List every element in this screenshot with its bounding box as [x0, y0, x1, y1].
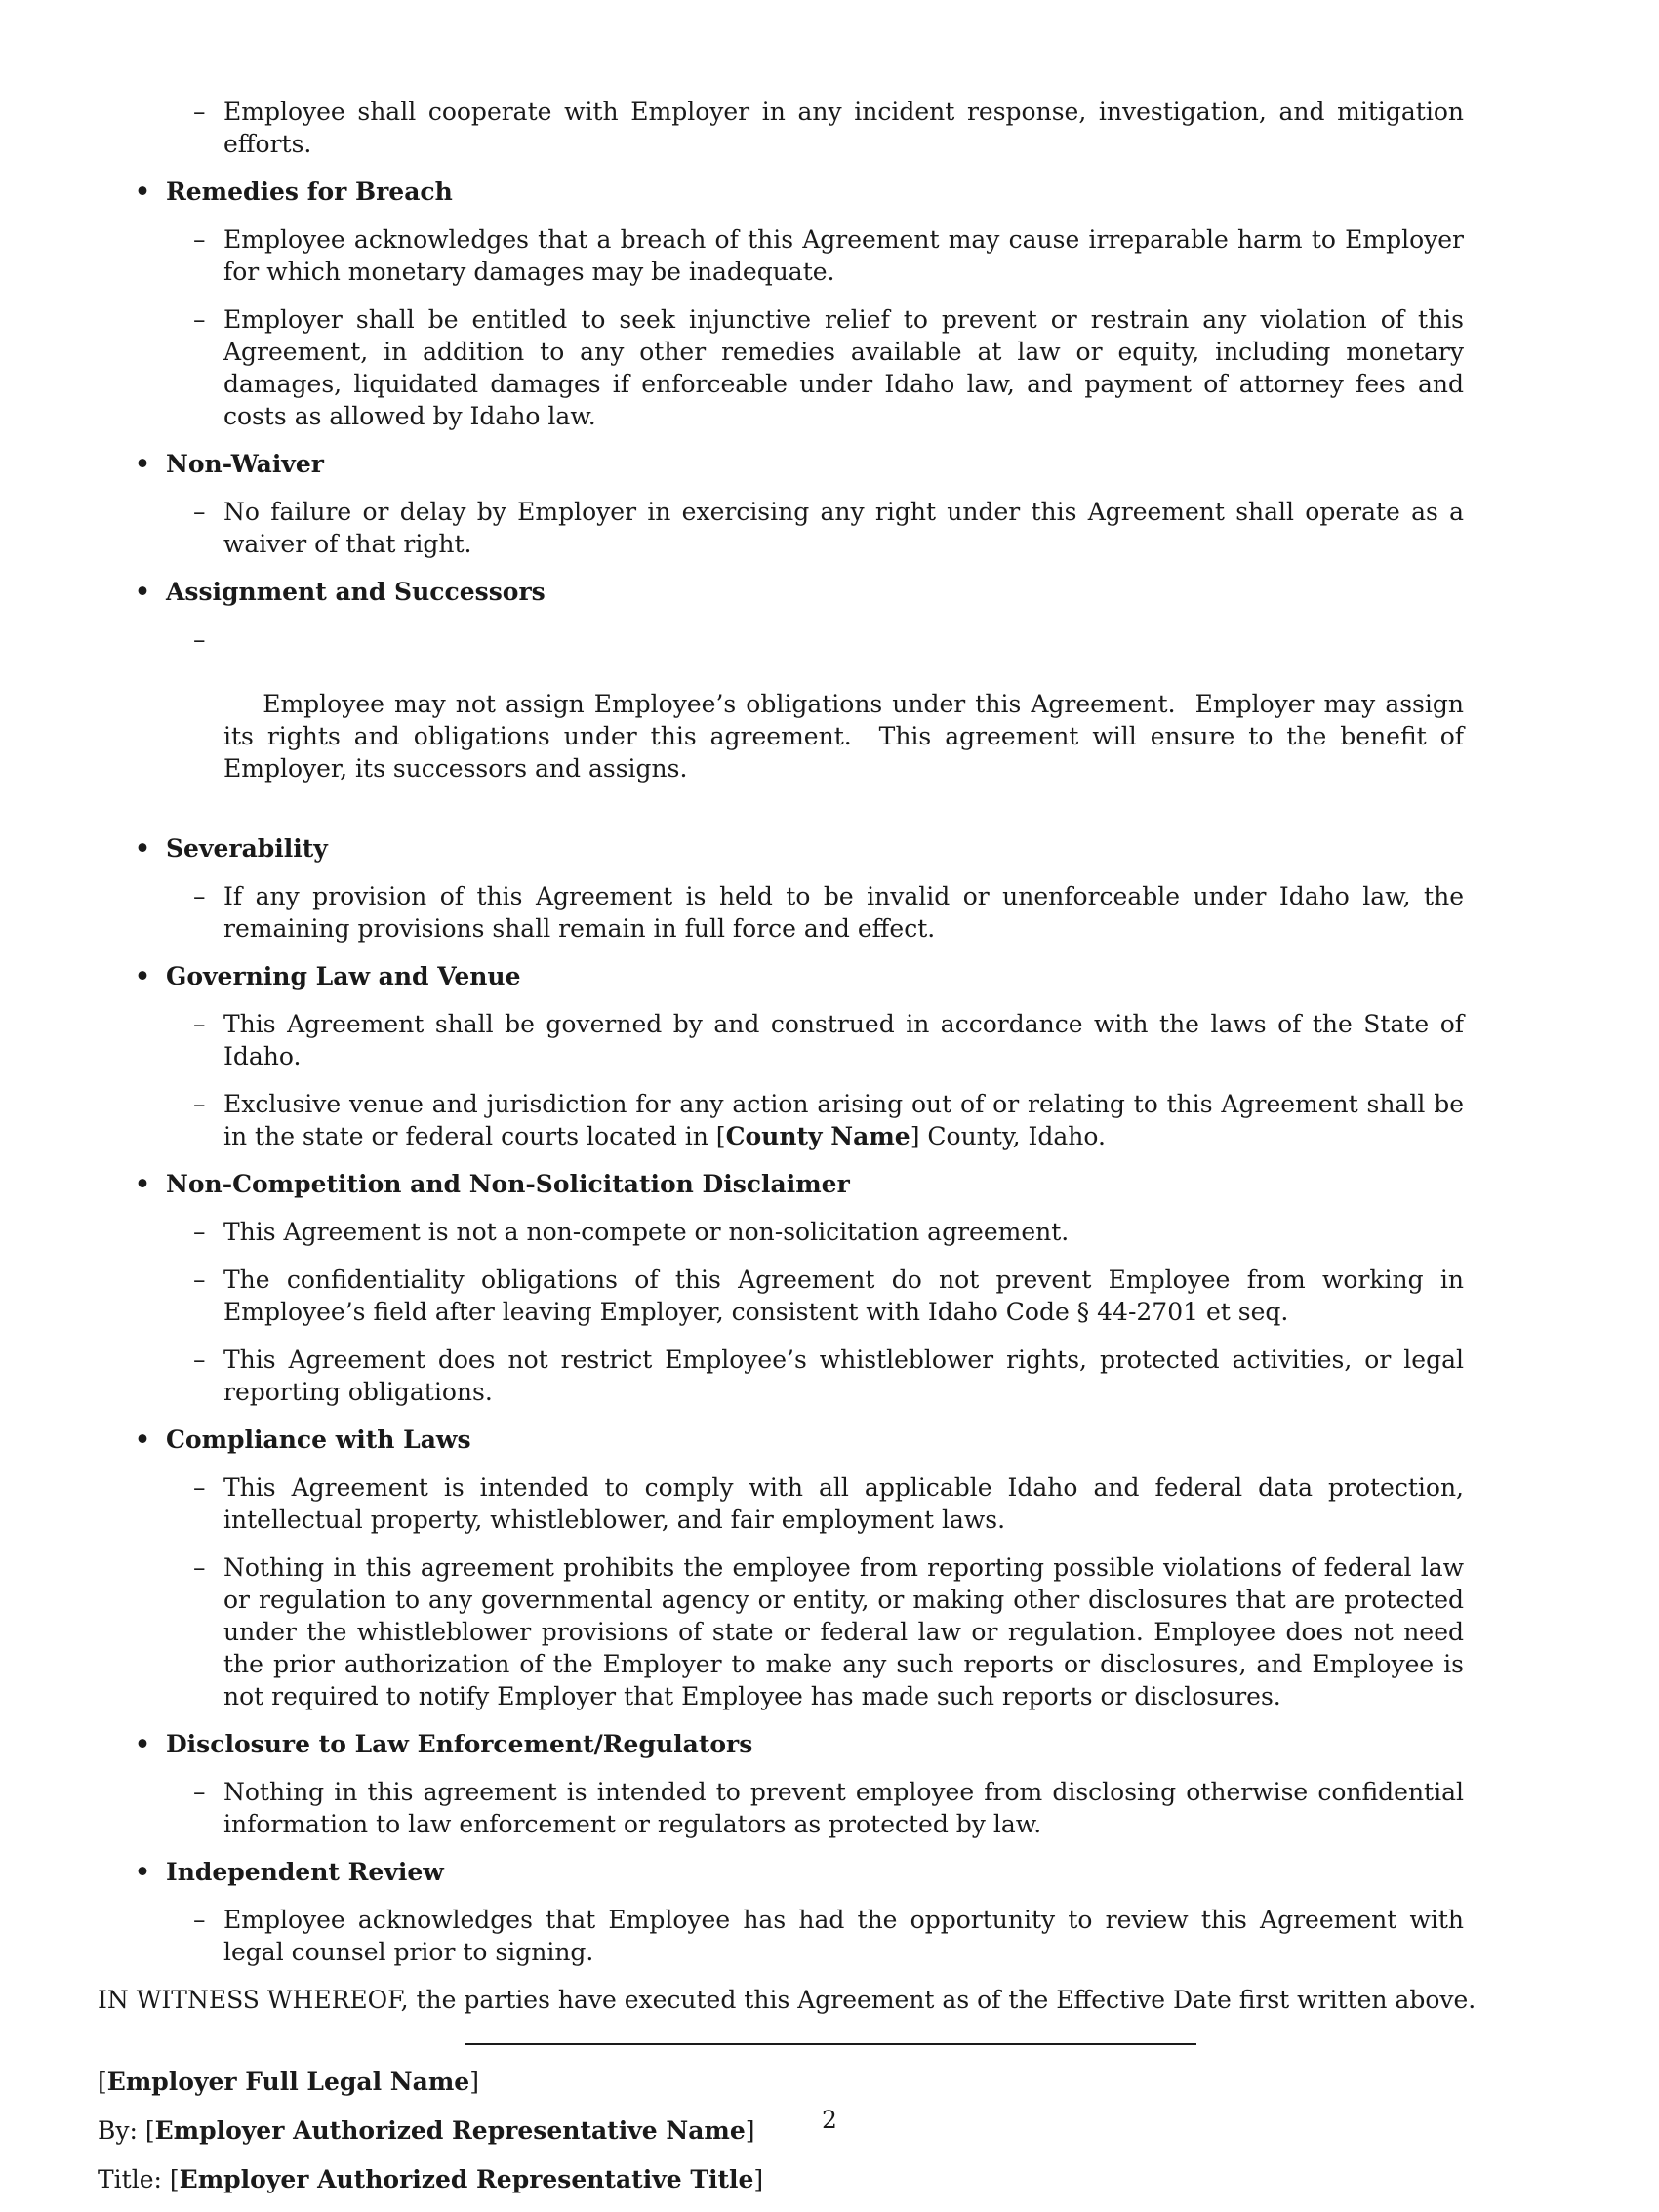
employer-name-row: [Employer Full Legal Name] — [98, 2068, 479, 2096]
document-page — [98, 96, 1561, 2212]
bullet-marker: • — [135, 178, 150, 206]
section-compliance-heading — [98, 1424, 1561, 1456]
bullet-marker: • — [135, 1730, 150, 1758]
bullet-marker: • — [135, 1426, 150, 1454]
dash-marker: – — [193, 98, 206, 126]
clause — [98, 1216, 1561, 1248]
bullet-marker: • — [135, 1170, 150, 1198]
clause-text: This Agreement is not a non-compete or non-solicitation agreement. — [223, 1218, 1070, 1246]
clause-text: Nothing in this agreement is intended to prevent employee from disclosing otherwise confidential information to law enforcement or regulators as protected by law. — [223, 1778, 1464, 1838]
clause-text: This Agreement is intended to comply with all applicable Idaho and federal data protection, intellectual property, whistleblower, and fair employment laws. — [223, 1473, 1464, 1534]
clause-text: If any provision of this Agreement is held to be invalid or unenforceable under Idaho law, the remaining provisions shall remain in full force and effect. — [223, 882, 1464, 943]
clause-cooperation — [98, 96, 1561, 160]
dash-marker: – — [193, 1553, 206, 1582]
dash-marker: – — [193, 1010, 206, 1038]
section-heading: Severability — [166, 834, 328, 863]
clause — [98, 303, 1561, 432]
bullet-marker: • — [135, 1858, 150, 1886]
dash-marker: – — [193, 1090, 206, 1118]
clause-text: Nothing in this agreement prohibits the employee from reporting possible violations of federal law or regulation to any governmental agency or entity, or making other disclosures that are protected under the whistleblower provisions of state or federal law or regulation. Employee does not need the prior authorization of the Employer to make any such reports or disclosures, and Employee is not required to notify Employer that Employee has made such reports or disclosures. — [223, 1553, 1464, 1710]
clause — [98, 623, 1561, 817]
witness-statement: IN WITNESS WHEREOF, the parties have executed this Agreement as of the Effective Date first written above. — [98, 1986, 1477, 2014]
clause-venue — [98, 1088, 1561, 1152]
clause-text: Employee may not assign Employee’s obligations under this Agreement. Employer may assign its rights and obligations under this agreement. This agreement will ensure to the benefit of Employer, its successors and assigns. — [223, 690, 1472, 783]
by-row: By: [Employer Authorized Representative Name] — [98, 2116, 755, 2145]
clause-text: This Agreement shall be governed by and construed in accordance with the laws of the State of Idaho. — [223, 1010, 1464, 1070]
clause — [98, 1008, 1561, 1072]
rep-name-placeholder: Employer Authorized Representative Name — [154, 2116, 746, 2145]
section-governing-law-heading — [98, 960, 1561, 992]
section-disclosure-heading — [98, 1728, 1561, 1760]
dash-marker: – — [193, 1473, 206, 1502]
clause-text: Employer shall be entitled to seek injunctive relief to prevent or restrain any violation of this Agreement, in addition to any other remedies available at law or equity, including monetary damages, liquidated damages if enforceable under Idaho law, and payment of attorney fees and costs as allowed by Idaho law. — [223, 305, 1464, 430]
clause — [98, 1344, 1561, 1408]
clause-text: Employee shall cooperate with Employer in any incident response, investigation, and mitigation efforts. — [223, 98, 1464, 158]
bullet-marker: • — [135, 962, 150, 990]
section-heading: Governing Law and Venue — [166, 962, 521, 990]
dash-marker: – — [193, 1346, 206, 1374]
section-severability-heading — [98, 832, 1561, 865]
dash-marker: – — [193, 1266, 206, 1294]
dash-marker: – — [193, 498, 206, 526]
clause — [98, 1264, 1561, 1328]
venue-text-after: ] County, Idaho. — [910, 1122, 1106, 1150]
dash-marker: – — [193, 625, 206, 654]
title-row: Title: [Employer Authorized Representative Title] — [98, 2165, 764, 2193]
dash-marker: – — [193, 1906, 206, 1934]
section-independent-review-heading — [98, 1856, 1561, 1888]
section-remedies-heading — [98, 176, 1561, 208]
dash-marker: – — [193, 225, 206, 254]
clause — [98, 496, 1561, 560]
clause-text: Employee acknowledges that Employee has had the opportunity to review this Agreement with legal counsel prior to signing. — [223, 1906, 1464, 1966]
section-assignment-heading — [98, 576, 1561, 608]
employer-name-placeholder: Employer Full Legal Name — [106, 2068, 470, 2096]
section-noncompete-heading — [98, 1168, 1561, 1200]
clause-text: No failure or delay by Employer in exercising any right under this Agreement shall operate as a waiver of that right. — [223, 498, 1464, 558]
clause — [98, 1776, 1561, 1840]
title-label: Title: — [98, 2165, 162, 2193]
venue-text-before: Exclusive venue and jurisdiction for any action arising out of or relating to this Agreement shall be in the state or federal courts located in [ — [223, 1090, 1464, 1150]
dash-marker: – — [193, 305, 206, 334]
dash-marker: – — [193, 882, 206, 910]
section-heading: Remedies for Breach — [166, 178, 453, 206]
section-heading: Non-Competition and Non-Solicitation Disclaimer — [166, 1170, 850, 1198]
clause — [98, 880, 1561, 945]
clause — [98, 1471, 1561, 1536]
section-heading: Assignment and Successors — [166, 578, 546, 606]
bullet-marker: • — [135, 834, 150, 863]
clause-text: Employee acknowledges that a breach of this Agreement may cause irreparable harm to Employer for which monetary damages may be inadequate. — [223, 225, 1464, 286]
rep-title-placeholder: Employer Authorized Representative Title — [179, 2165, 754, 2193]
clause — [98, 1551, 1561, 1712]
page-number: 2 — [822, 2106, 837, 2134]
signature-line — [465, 2043, 1196, 2046]
dash-marker: – — [193, 1218, 206, 1246]
clause-text: This Agreement does not restrict Employee’s whistleblower rights, protected activities, or legal reporting obligations. — [223, 1346, 1464, 1406]
section-heading: Compliance with Laws — [166, 1426, 471, 1454]
section-heading: Disclosure to Law Enforcement/Regulators — [166, 1730, 753, 1758]
clause — [98, 1904, 1561, 1968]
dash-marker: – — [193, 1778, 206, 1806]
clause — [98, 223, 1561, 288]
section-nonwaiver-heading — [98, 448, 1561, 480]
by-label: By: — [98, 2116, 138, 2145]
county-name-placeholder: County Name — [725, 1122, 910, 1150]
section-heading: Independent Review — [166, 1858, 444, 1886]
clause-text: The confidentiality obligations of this Agreement do not prevent Employee from working in Employee’s field after leaving Employer, consistent with Idaho Code § 44-2701 et seq. — [223, 1266, 1464, 1326]
section-heading: Non-Waiver — [166, 450, 324, 478]
bullet-marker: • — [135, 450, 150, 478]
bullet-marker: • — [135, 578, 150, 606]
